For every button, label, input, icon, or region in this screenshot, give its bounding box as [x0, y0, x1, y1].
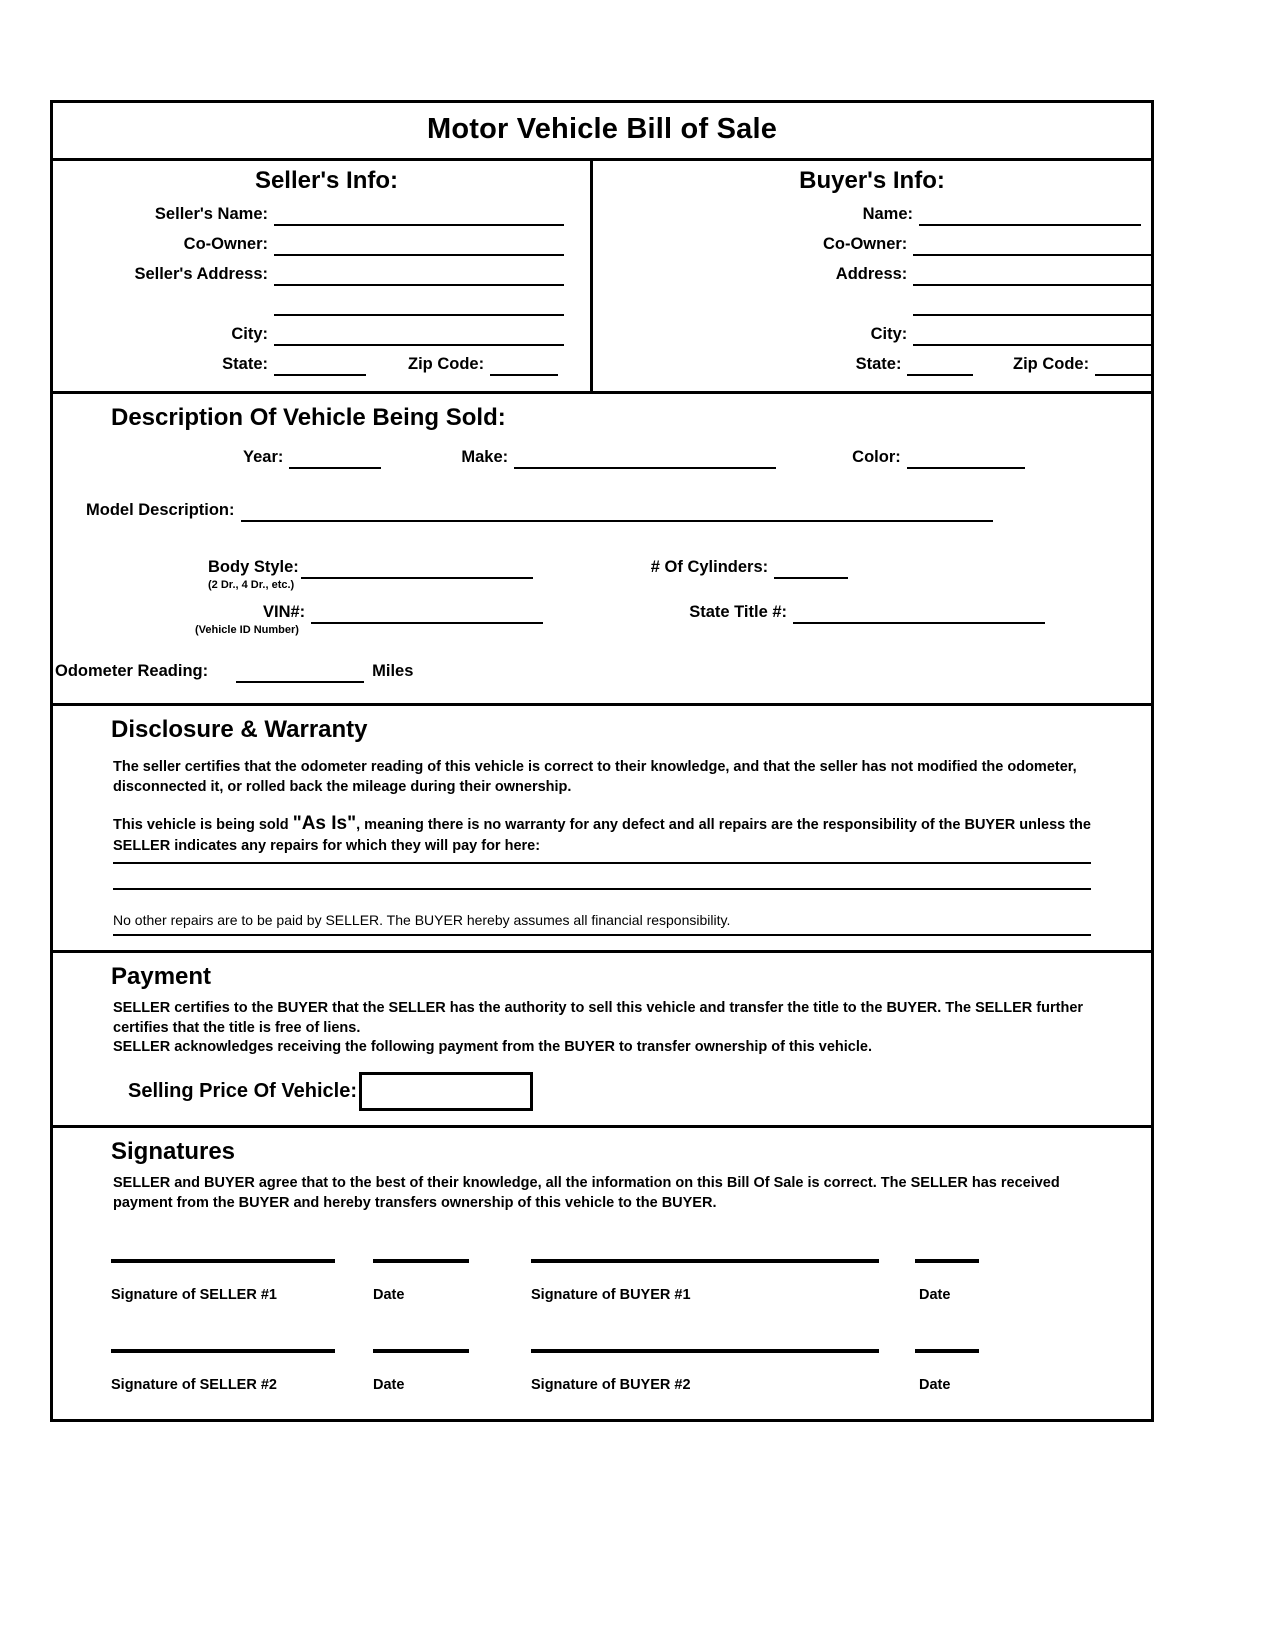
payment-paragraph-1: SELLER certifies to the BUYER that the SELLER has the authority to sell this vehicle and transfer the title to the BUYER. The SELLER further certifies that the title is free of liens. [113, 1000, 1084, 1036]
page-title: Motor Vehicle Bill of Sale [426, 113, 778, 145]
asis-after-text: , meaning there is no warranty for any defect and all repairs are the responsibility of the BUYER unless the SELLER indicates any repairs for which they will pay for here: [113, 817, 1091, 854]
vehicle-description-section [53, 394, 1151, 706]
seller-info-block [53, 161, 593, 391]
seller-coowner-row [53, 229, 590, 256]
disclosure-section [53, 706, 1151, 953]
buyer-date-2[interactable] [915, 1347, 1035, 1393]
vehicle-model-row [53, 499, 1151, 522]
buyer-date-2-caption: Date [919, 1377, 951, 1394]
seller-address-input[interactable] [274, 263, 564, 286]
asis-before-text: This vehicle is being sold [113, 817, 293, 834]
buyer-state-input[interactable] [907, 353, 973, 376]
color-label: Color: [852, 448, 901, 466]
seller-address2-input[interactable] [274, 293, 564, 316]
signatures-heading: Signatures [111, 1138, 236, 1166]
body-style-input[interactable] [301, 556, 533, 579]
seller-name-input[interactable] [274, 203, 564, 226]
seller-address-label: Seller's Address: [134, 265, 268, 283]
year-label: Year: [243, 448, 284, 466]
buyer-date-1[interactable] [915, 1257, 1035, 1303]
signatures-paragraph: SELLER and BUYER agree that to the best of their knowledge, all the information on this Bill Of Sale is correct. The SELLER has received payment from the BUYER and hereby transfers ownership of this vehicle to the BUYER. [113, 1175, 1060, 1211]
document-title-row [53, 103, 1151, 161]
buyer-state-zip-row [593, 349, 1151, 376]
selling-price-row [53, 1072, 1151, 1111]
selling-price-input[interactable] [359, 1072, 533, 1111]
buyer-signature-2-line[interactable] [531, 1347, 879, 1353]
body-style-hint: (2 Dr., 4 Dr., etc.) [208, 579, 295, 591]
seller-date-1-line[interactable] [373, 1257, 469, 1263]
seller-state-label: State: [222, 355, 268, 373]
seller-city-input[interactable] [274, 323, 564, 346]
vehicle-year-make-color-row [53, 446, 1151, 469]
disclosure-note: No other repairs are to be paid by SELLER. The BUYER hereby assumes all financial responsibility. [113, 912, 731, 929]
disclosure-paragraph-1: The seller certifies that the odometer reading of this vehicle is correct to their knowledge, and that the seller has not modified the odometer, disconnected it, or rolled back the mileage during their ownership. [113, 759, 1077, 795]
make-input[interactable] [514, 446, 776, 469]
buyer-signature-1-caption: Signature of BUYER #1 [531, 1287, 691, 1304]
buyer-city-input[interactable] [913, 323, 1151, 346]
repairs-input-line-1[interactable] [113, 860, 1091, 864]
state-title-input[interactable] [793, 601, 1045, 624]
payment-heading: Payment [111, 963, 212, 991]
buyer-address-label: Address: [835, 265, 908, 283]
vehicle-bodystyle-cylinders-row [53, 556, 1151, 579]
buyer-date-1-line[interactable] [915, 1257, 979, 1263]
vin-input[interactable] [311, 601, 543, 624]
seller-address-row [53, 259, 590, 286]
buyer-date-1-caption: Date [919, 1287, 951, 1304]
buyer-address2-row [593, 289, 1151, 316]
seller-coowner-input[interactable] [274, 233, 564, 256]
payment-paragraph-2: SELLER acknowledges receiving the following payment from the BUYER to transfer ownership of this vehicle. [113, 1039, 872, 1056]
repairs-input-line-2[interactable] [113, 886, 1091, 890]
payment-section [53, 953, 1151, 1128]
buyer-coowner-row [593, 229, 1151, 256]
disclosure-note-underline [113, 932, 1091, 936]
miles-label: Miles [372, 662, 414, 680]
buyer-zip-label: Zip Code: [1013, 355, 1090, 373]
seller-date-2[interactable] [373, 1347, 531, 1393]
seller-name-row [53, 199, 590, 226]
seller-city-row [53, 319, 590, 346]
buyer-date-2-line[interactable] [915, 1347, 979, 1353]
buyer-heading: Buyer's Info: [799, 167, 945, 194]
body-style-label: Body Style: [208, 558, 299, 576]
seller-date-2-line[interactable] [373, 1347, 469, 1353]
seller-date-2-caption: Date [373, 1377, 405, 1394]
signatures-section [53, 1128, 1151, 1419]
seller-coowner-label: Co-Owner: [183, 235, 268, 253]
buyer-city-row [593, 319, 1151, 346]
seller-city-label: City: [231, 325, 268, 343]
bill-of-sale-form [50, 100, 1154, 1422]
seller-date-1[interactable] [373, 1257, 531, 1303]
buyer-coowner-label: Co-Owner: [822, 235, 908, 253]
odometer-label: Odometer Reading: [55, 662, 209, 680]
seller-state-input[interactable] [274, 353, 366, 376]
buyer-name-input[interactable] [919, 203, 1141, 226]
seller-signature-2[interactable] [111, 1347, 335, 1393]
parties-section [53, 161, 1151, 394]
year-input[interactable] [289, 446, 381, 469]
buyer-address-row [593, 259, 1151, 286]
seller-heading: Seller's Info: [254, 167, 399, 194]
seller-signature-2-caption: Signature of SELLER #2 [111, 1377, 277, 1394]
vehicle-vin-title-row [53, 601, 1151, 624]
buyer-signature-2-caption: Signature of BUYER #2 [531, 1377, 691, 1394]
buyer-address2-input[interactable] [913, 293, 1151, 316]
signature-row [53, 1257, 1151, 1303]
make-label: Make: [461, 448, 509, 466]
state-title-label: State Title #: [689, 603, 787, 621]
seller-zip-input[interactable] [490, 353, 558, 376]
buyer-state-label: State: [855, 355, 902, 373]
seller-signature-1-caption: Signature of SELLER #1 [111, 1287, 277, 1304]
seller-address2-label [53, 314, 268, 316]
vehicle-heading: Description Of Vehicle Being Sold: [111, 404, 506, 431]
odometer-row [53, 660, 1151, 683]
seller-signature-2-line[interactable] [111, 1347, 335, 1353]
buyer-city-label: City: [870, 325, 908, 343]
model-description-input[interactable] [241, 499, 993, 522]
odometer-input[interactable] [236, 660, 364, 683]
as-is-text: "As Is" [292, 813, 357, 835]
buyer-name-label: Name: [862, 205, 913, 223]
buyer-address-input[interactable] [913, 263, 1151, 286]
disclosure-paragraph-2 [53, 811, 1151, 856]
buyer-zip-input[interactable] [1095, 353, 1151, 376]
buyer-coowner-input[interactable] [913, 233, 1151, 256]
signature-row [53, 1347, 1151, 1393]
buyer-signature-1[interactable] [531, 1257, 883, 1303]
buyer-address2-label [593, 314, 907, 316]
vin-label: VIN#: [263, 603, 306, 621]
seller-signature-1-line[interactable] [111, 1257, 335, 1263]
disclosure-heading: Disclosure & Warranty [111, 716, 368, 743]
cylinders-input[interactable] [774, 556, 848, 579]
seller-state-zip-row [53, 349, 590, 376]
selling-price-label: Selling Price Of Vehicle: [128, 1080, 357, 1103]
color-input[interactable] [907, 446, 1025, 469]
seller-zip-label: Zip Code: [408, 355, 485, 373]
buyer-signature-1-line[interactable] [531, 1257, 879, 1263]
seller-date-1-caption: Date [373, 1287, 405, 1304]
buyer-info-block [593, 161, 1151, 391]
cylinders-label: # Of Cylinders: [650, 558, 769, 576]
seller-address2-row [53, 289, 590, 316]
model-description-label: Model Description: [86, 501, 235, 519]
buyer-name-row [593, 199, 1151, 226]
buyer-signature-2[interactable] [531, 1347, 883, 1393]
seller-signature-1[interactable] [111, 1257, 335, 1303]
seller-name-label: Seller's Name: [154, 205, 268, 223]
vin-hint: (Vehicle ID Number) [195, 624, 299, 636]
